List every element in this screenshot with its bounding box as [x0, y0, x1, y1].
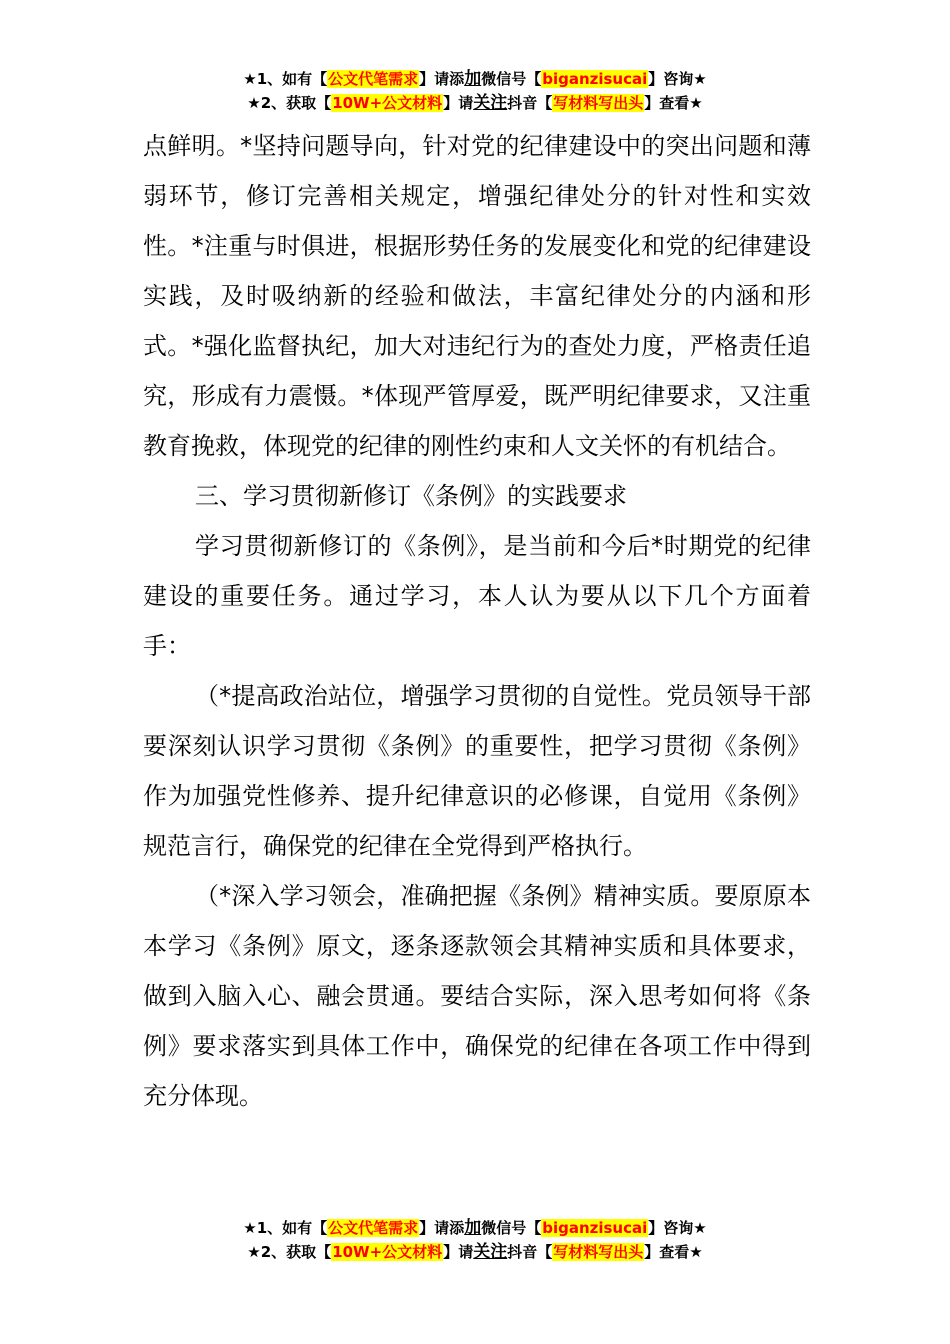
banner-text: 】请添: [419, 70, 465, 88]
header-banner: [0, 68, 950, 116]
paragraph: （*深入学习领会，准确把握《条例》精神实质。要原原本本学习《条例》原文，逐条逐款领会其精神实质和具体要求，做到入脑入心、融会贯通。要结合实际，深入思考如何将《条例》要求落实到具体工作中，确保党的纪律在各项工作中得到充分体现。: [143, 882, 811, 1110]
document-body: [143, 121, 811, 1121]
banner-text: 】咨询: [648, 1219, 694, 1237]
banner-line-2: [0, 1241, 950, 1265]
paragraph: （*提高政治站位，增强学习贯彻的自觉性。党员领导干部要深刻认识学习贯彻《条例》的重要性，把学习贯彻《条例》作为加强党性修养、提升纪律意识的必修课，自觉用《条例》规范言行，确保党的纪律在全党得到严格执行。: [143, 682, 811, 860]
banner-text: 2、获取【: [260, 1243, 332, 1261]
paragraph-continued: 点鲜明。*坚持问题导向，针对党的纪律建设中的突出问题和薄弱环节，修订完善相关规定，增强纪律处分的针对性和实效性。*注重与时俱进，根据形势任务的发展变化和党的纪律建设实践，及时吸纳新的经验和做法，丰富纪律处分的内涵和形式。*强化监督执纪，加大对违纪行为的查处力度，严格责任追究，形成有力震慑。*体现严管厚爱，既严明纪律要求，又注重教育挽救，体现党的纪律的刚性约束和人文关怀的有机结合。: [143, 132, 811, 460]
star-icon: ★: [693, 1219, 707, 1237]
banner-text: 】查看: [644, 94, 690, 112]
underlined-text: 加: [464, 69, 482, 89]
banner-text: 】咨询: [648, 70, 694, 88]
banner-text: 】请添: [419, 1219, 465, 1237]
footer-banner: [0, 1217, 950, 1265]
star-icon: ★: [243, 70, 257, 88]
star-icon: ★: [689, 94, 703, 112]
banner-line-1: [0, 68, 950, 92]
paragraph: 学习贯彻新修订的《条例》，是当前和今后*时期党的纪律建设的重要任务。通过学习，本人认为要从以下几个方面着手：: [143, 532, 811, 660]
banner-text: 抖音【: [507, 94, 553, 112]
banner-text: 微信号【: [481, 1219, 542, 1237]
star-icon: ★: [247, 94, 261, 112]
banner-line-1: [0, 1217, 950, 1241]
banner-text: 微信号【: [481, 70, 542, 88]
section-heading: 三、学习贯彻新修订《条例》的实践要求: [195, 482, 627, 510]
banner-text: 1、如有【: [256, 70, 328, 88]
star-icon: ★: [243, 1219, 257, 1237]
banner-text: 2、获取【: [260, 94, 332, 112]
star-icon: ★: [693, 70, 707, 88]
star-icon: ★: [247, 1243, 261, 1261]
banner-line-2: [0, 92, 950, 116]
banner-text: 】请: [443, 1243, 474, 1261]
banner-text: 抖音【: [507, 1243, 553, 1261]
banner-text: 】请: [443, 94, 474, 112]
highlight-service: 公文代笔需求: [328, 1219, 419, 1237]
underlined-text: 关注: [473, 1242, 508, 1262]
banner-text: 】查看: [644, 1243, 690, 1261]
underlined-text: 关注: [473, 93, 508, 113]
highlight-douyin: 写材料写出头: [553, 1243, 644, 1261]
highlight-materials: 10W+公文材料: [332, 94, 443, 112]
highlight-service: 公文代笔需求: [328, 70, 419, 88]
highlight-materials: 10W+公文材料: [332, 1243, 443, 1261]
banner-text: 1、如有【: [256, 1219, 328, 1237]
star-icon: ★: [689, 1243, 703, 1261]
highlight-douyin: 写材料写出头: [553, 94, 644, 112]
highlight-wechat-id: biganzisucai: [542, 1219, 648, 1237]
highlight-wechat-id: biganzisucai: [542, 70, 648, 88]
underlined-text: 加: [464, 1218, 482, 1238]
